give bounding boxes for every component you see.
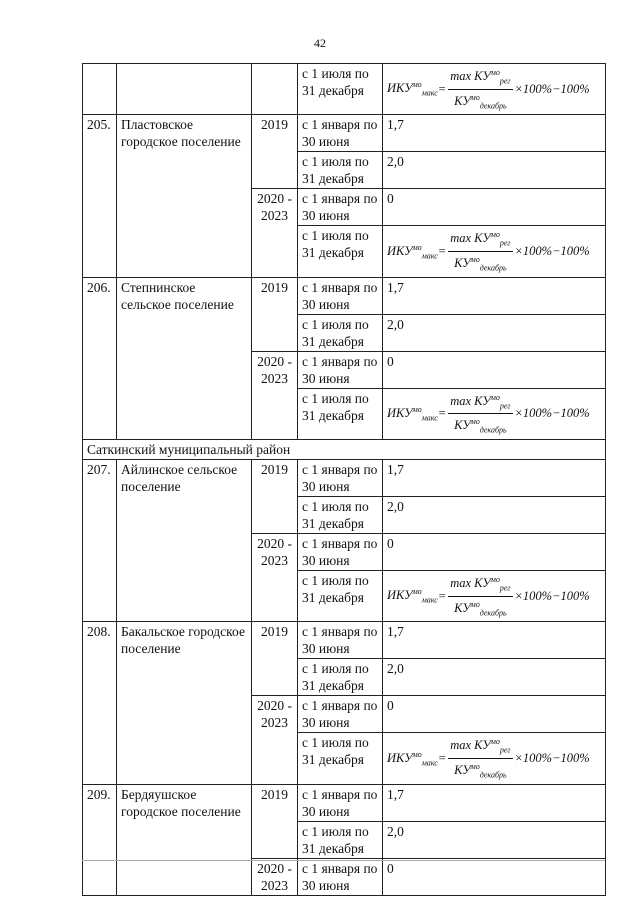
formula-numerator: $\max КУ^{мо}_{рег}$ [448,734,512,759]
cell-period: с 1 января по 30 июня [298,784,383,821]
formula-lhs: $ИКУ^{мо}_{макс}$ [387,749,438,768]
cell-name [117,64,252,115]
formula-lhs: $ИКУ^{мо}_{макс}$ [387,242,438,261]
formula-tail: ×100%−100% [514,243,590,258]
formula-numerator: $\max КУ^{мо}_{рег}$ [448,572,512,597]
cell-period: с 1 января по 30 июня [298,459,383,496]
cell-year: 2019 [252,459,298,533]
cell-period: с 1 июля по 31 декабря [298,152,383,189]
formula-fraction [448,65,512,113]
formula-cell [383,733,606,784]
cell-name: Бердяушское городское поселение [117,784,252,895]
cell-year: 2019 [252,622,298,696]
cell-year: 2019 [252,784,298,858]
cell-year: 2020 - 2023 [252,351,298,439]
cell-name: Пластовское городское поселение [117,115,252,277]
page-bottom-rule [82,860,605,861]
cell-value: 2,0 [383,659,606,696]
cell-period: с 1 июля по 31 декабря [298,733,383,784]
cell-value: 2,0 [383,152,606,189]
cell-value: 0 [383,533,606,570]
cell-name: Айлинское сельское поселение [117,459,252,621]
table-row [83,64,606,115]
formula-numerator: $\max КУ^{мо}_{рег}$ [448,227,512,252]
cell-value: 1,7 [383,459,606,496]
cell-period: с 1 января по 30 июня [298,858,383,895]
cell-num: 207. [83,459,117,621]
formula [387,65,590,113]
table-row [83,784,606,821]
table-row [83,622,606,659]
table-row [83,115,606,152]
formula [387,390,590,438]
cell-value: 1,7 [383,784,606,821]
cell-value: 2,0 [383,821,606,858]
cell-value: 1,7 [383,115,606,152]
formula-fraction [448,390,512,438]
formula-fraction [448,734,512,782]
formula [387,227,590,275]
cell-period: с 1 июля по 31 декабря [298,314,383,351]
formula-denominator: $КУ^{мо}_{декабрь}$ [454,599,507,618]
cell-value: 2,0 [383,496,606,533]
cell-year: 2019 [252,115,298,189]
cell-value: 0 [383,351,606,388]
cell-year [252,64,298,115]
formula-denominator: $КУ^{мо}_{декабрь}$ [454,761,507,780]
formula-denominator: $КУ^{мо}_{декабрь}$ [454,254,507,273]
formula-lhs: $ИКУ^{мо}_{макс}$ [387,404,438,423]
formula-cell [383,388,606,439]
cell-value: 2,0 [383,314,606,351]
district-title: Саткинский муниципальный район [83,439,606,459]
cell-period: с 1 июля по 31 декабря [298,226,383,277]
cell-year: 2020 - 2023 [252,189,298,277]
cell-name: Бакальское городское поселение [117,622,252,784]
cell-year: 2019 [252,277,298,351]
cell-period: с 1 января по 30 июня [298,277,383,314]
formula-lhs: $ИКУ^{мо}_{макс}$ [387,587,438,605]
formula-cell [383,226,606,277]
cell-period: с 1 июля по 31 декабря [298,388,383,439]
cell-num: 206. [83,277,117,439]
cell-period: с 1 июля по 31 декабря [298,821,383,858]
cell-year: 2020 - 2023 [252,533,298,621]
formula-eq: = [437,588,447,603]
formula-tail: ×100%−100% [514,750,590,765]
cell-period: с 1 июля по 31 декабря [298,659,383,696]
cell-year: 2020 - 2023 [252,696,298,784]
cell-period: с 1 июля по 31 декабря [298,64,383,115]
cell-period: с 1 января по 30 июня [298,189,383,226]
cell-period: с 1 января по 30 июня [298,696,383,733]
formula-cell [383,570,606,621]
formula-eq: = [437,750,447,765]
cell-num [83,64,117,115]
formula-denominator: $КУ^{мо}_{декабрь}$ [454,92,507,111]
formula [387,572,590,620]
cell-value: 1,7 [383,622,606,659]
formula-tail: ×100%−100% [514,588,590,603]
tariff-table [82,63,606,896]
formula-numerator: $\max КУ^{мо}_{рег}$ [448,390,512,415]
cell-value: 1,7 [383,277,606,314]
cell-name: Степнинское сельское поселение [117,277,252,439]
cell-period: с 1 января по 30 июня [298,351,383,388]
formula-fraction [448,227,512,275]
cell-value: 0 [383,858,606,895]
formula-cell [383,64,606,115]
cell-value: 0 [383,696,606,733]
cell-period: с 1 июля по 31 декабря [298,496,383,533]
cell-period: с 1 января по 30 июня [298,115,383,152]
cell-num: 205. [83,115,117,277]
formula-fraction [448,572,512,620]
table-row [83,277,606,314]
cell-num: 208. [83,622,117,784]
cell-period: с 1 января по 30 июня [298,533,383,570]
formula-denominator: $КУ^{мо}_{декабрь}$ [454,417,507,435]
formula [387,734,590,782]
formula-tail: ×100%−100% [514,406,590,421]
district-row [83,439,606,459]
table-row [83,459,606,496]
cell-year: 2020 - 2023 [252,858,298,895]
formula-tail: ×100%−100% [514,81,590,96]
cell-value: 0 [383,189,606,226]
formula-eq: = [437,243,447,258]
cell-num: 209. [83,784,117,895]
formula-eq: = [437,81,447,96]
page-number: 42 [314,36,326,50]
cell-period: с 1 июля по 31 декабря [298,570,383,621]
formula-lhs: $ИКУ^{мо}_{макс}$ [387,80,438,98]
formula-numerator: $\max КУ^{мо}_{рег}$ [448,65,512,90]
cell-period: с 1 января по 30 июня [298,622,383,659]
formula-eq: = [437,406,447,421]
